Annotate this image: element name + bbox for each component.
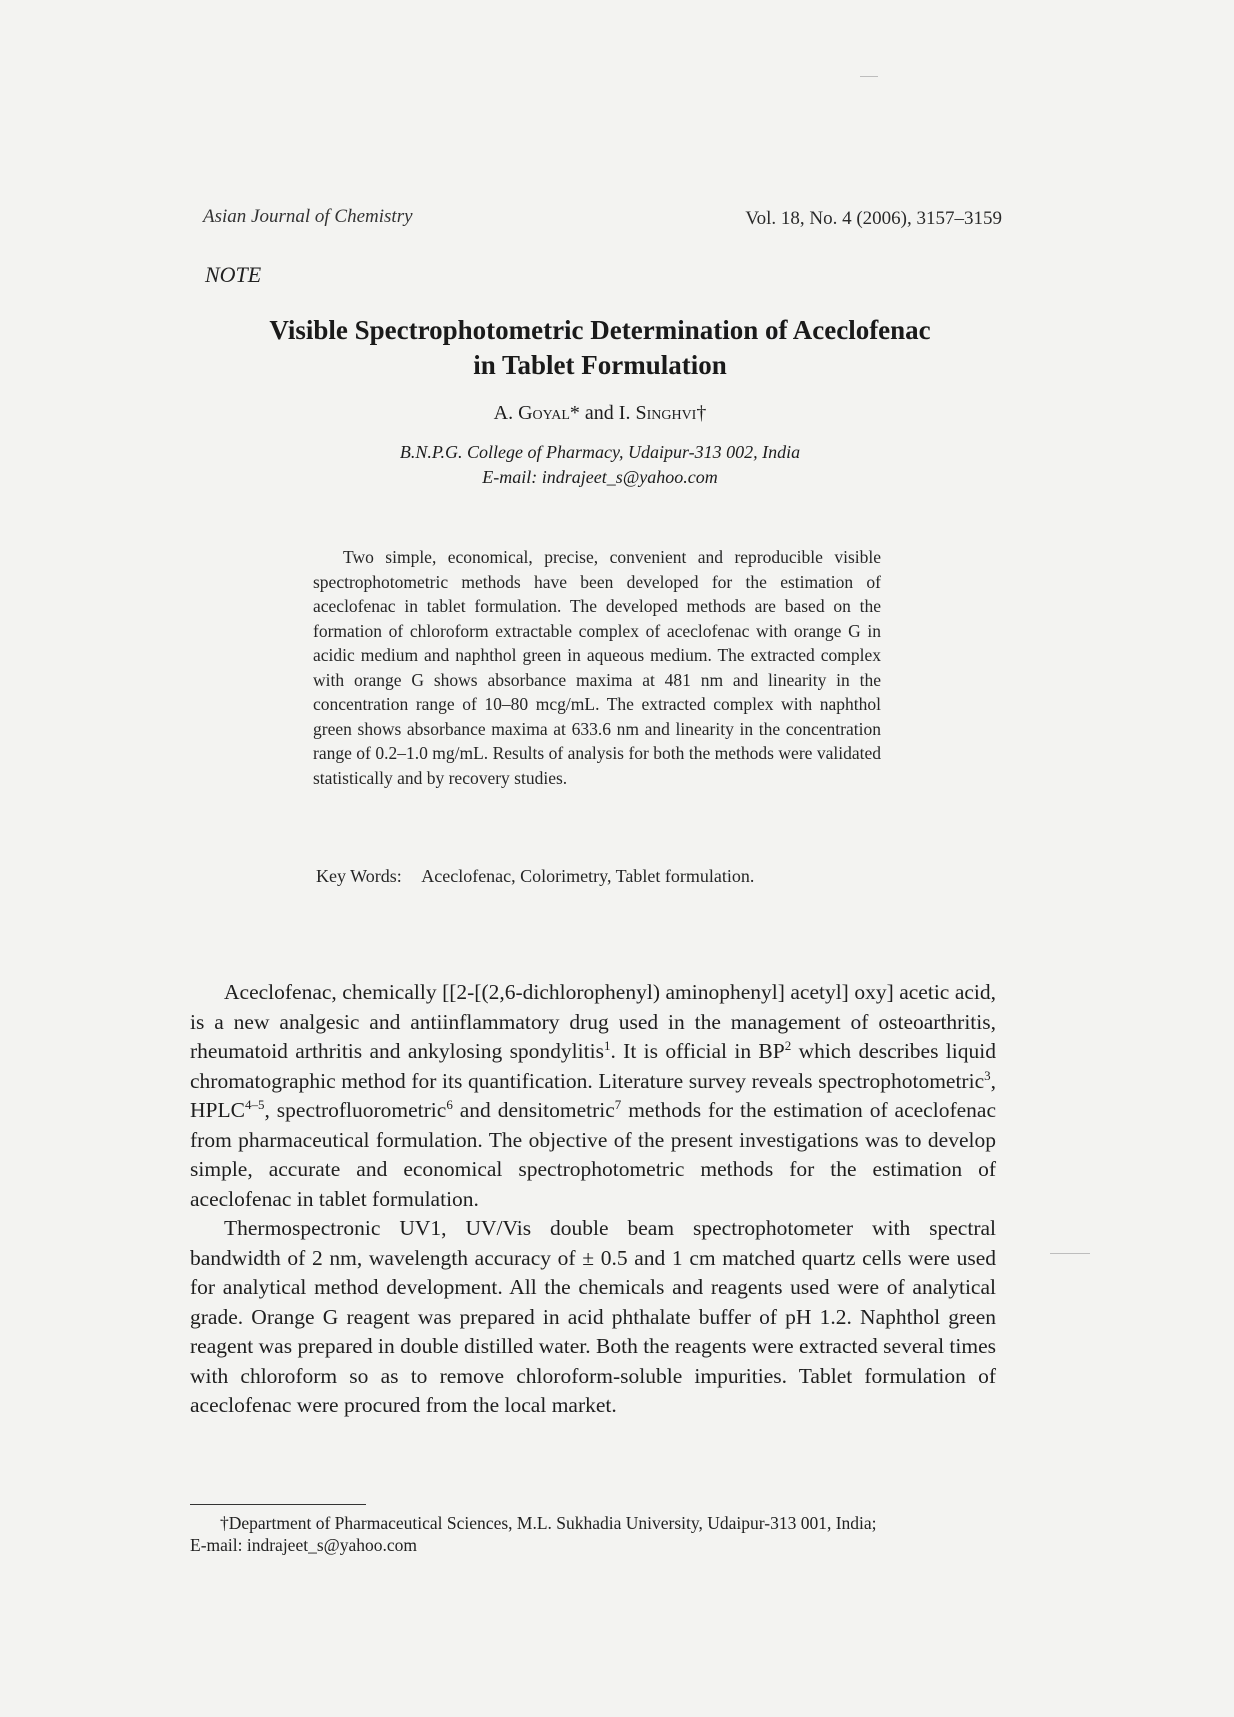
title-line-1: Visible Spectrophotometric Determination of Aceclofenac bbox=[269, 315, 931, 345]
p1-text-f: and densitometric bbox=[452, 1098, 615, 1122]
author-2-initial: I. bbox=[618, 402, 631, 424]
section-label: NOTE bbox=[205, 262, 262, 287]
p1-text-g: methods for the estimation of aceclofenac from pharmaceutical formulation. The objective of the present investigations was to develop simple, accurate and economical spectrophotometric methods for the estimation of aceclofenac in tablet formulation. bbox=[190, 1098, 996, 1211]
ref-1: 1 bbox=[603, 1037, 611, 1053]
paragraph-1 bbox=[190, 978, 996, 1214]
affiliation-email: E-mail: indrajeet_s@yahoo.com bbox=[482, 467, 718, 487]
scan-mark bbox=[1050, 1253, 1090, 1254]
journal-name: Asian Journal of Chemistry bbox=[203, 206, 413, 227]
footnote-text: †Department of Pharmaceutical Sciences, M.L. Sukhadia University, Udaipur-313 001, India; bbox=[220, 1513, 877, 1533]
keywords bbox=[316, 866, 754, 887]
author-2-mark: † bbox=[696, 402, 707, 424]
p1-text-b: . It is official in BP bbox=[610, 1039, 785, 1063]
affiliation bbox=[200, 440, 1000, 490]
keywords-value: Aceclofenac, Colorimetry, Tablet formulation. bbox=[421, 866, 755, 886]
keywords-label: Key Words: bbox=[316, 866, 402, 886]
ref-3: 3 bbox=[984, 1067, 991, 1083]
footnote-divider bbox=[190, 1504, 366, 1505]
ref-7: 7 bbox=[614, 1096, 622, 1112]
author-1-initial: A. bbox=[493, 402, 514, 424]
p1-text-a: Aceclofenac, chemically [[2-[(2,6-dichlorophenyl) aminophenyl] acetyl] oxy] acetic acid, is a new analgesic and antiinflammatory drug used in the management of osteoarthritis, rheumatoid arthritis and ankylosing spondylitis bbox=[190, 980, 996, 1063]
volume-info: Vol. 18, No. 4 (2006), 3157–3159 bbox=[745, 208, 1002, 229]
body-text bbox=[190, 978, 996, 1421]
affiliation-institution: B.N.P.G. College of Pharmacy, Udaipur-313 002, India bbox=[399, 442, 801, 462]
footnote-email: E-mail: indrajeet_s@yahoo.com bbox=[190, 1535, 418, 1555]
ref-4-5: 4–5 bbox=[244, 1096, 265, 1112]
paragraph-2: Thermospectronic UV1, UV/Vis double beam spectrophotometer with spectral bandwidth of 2 nm, wavelength accuracy of ± 0.5 and 1 cm matched quartz cells were used for analytical method development. All the chemicals and reagents used were of analytical grade. Orange G reagent was prepared in acid phthalate buffer of pH 1.2. Naphthol green reagent was prepared in double distilled water. Both the reagents were extracted several times with chloroform so as to remove chloroform-soluble impurities. Tablet formulation of aceclofenac were procured from the local market. bbox=[190, 1216, 996, 1417]
abstract: Two simple, economical, precise, convenient and reproducible visible spectrophotometric methods have been developed for the estimation of aceclofenac in tablet formulation. The developed methods are based on the formation of chloroform extractable complex of aceclofenac with orange G in acidic medium and naphthol green in aqueous medium. The extracted complex with orange G shows absorbance maxima at 481 nm and linearity in the concentration range of 10–80 mcg/mL. The extracted complex with naphthol green shows absorbance maxima at 633.6 nm and linearity in the concentration range of 0.2–1.0 mg/mL. Results of analysis for both the methods were validated statistically and by recovery studies. bbox=[313, 547, 881, 788]
paper-title bbox=[200, 313, 1000, 383]
author-conjunction: and bbox=[584, 402, 614, 424]
p1-text-e: , spectrofluorometric bbox=[264, 1098, 447, 1122]
p1-text-d: , HPLC bbox=[190, 1068, 996, 1122]
p1-text-c: which describes liquid chromatographic method for its quantification. Literature survey reveals spectrophotometric bbox=[190, 1039, 996, 1093]
author-2-surname: Singhvi bbox=[635, 402, 697, 424]
ref-2: 2 bbox=[784, 1037, 792, 1053]
author-list bbox=[200, 402, 1000, 425]
author-1-surname: Goyal bbox=[518, 402, 570, 424]
author-1-mark: * bbox=[569, 402, 580, 424]
ref-6: 6 bbox=[446, 1096, 453, 1112]
footnote bbox=[190, 1512, 996, 1556]
title-line-2: in Tablet Formulation bbox=[473, 350, 727, 380]
scan-mark bbox=[860, 76, 878, 77]
